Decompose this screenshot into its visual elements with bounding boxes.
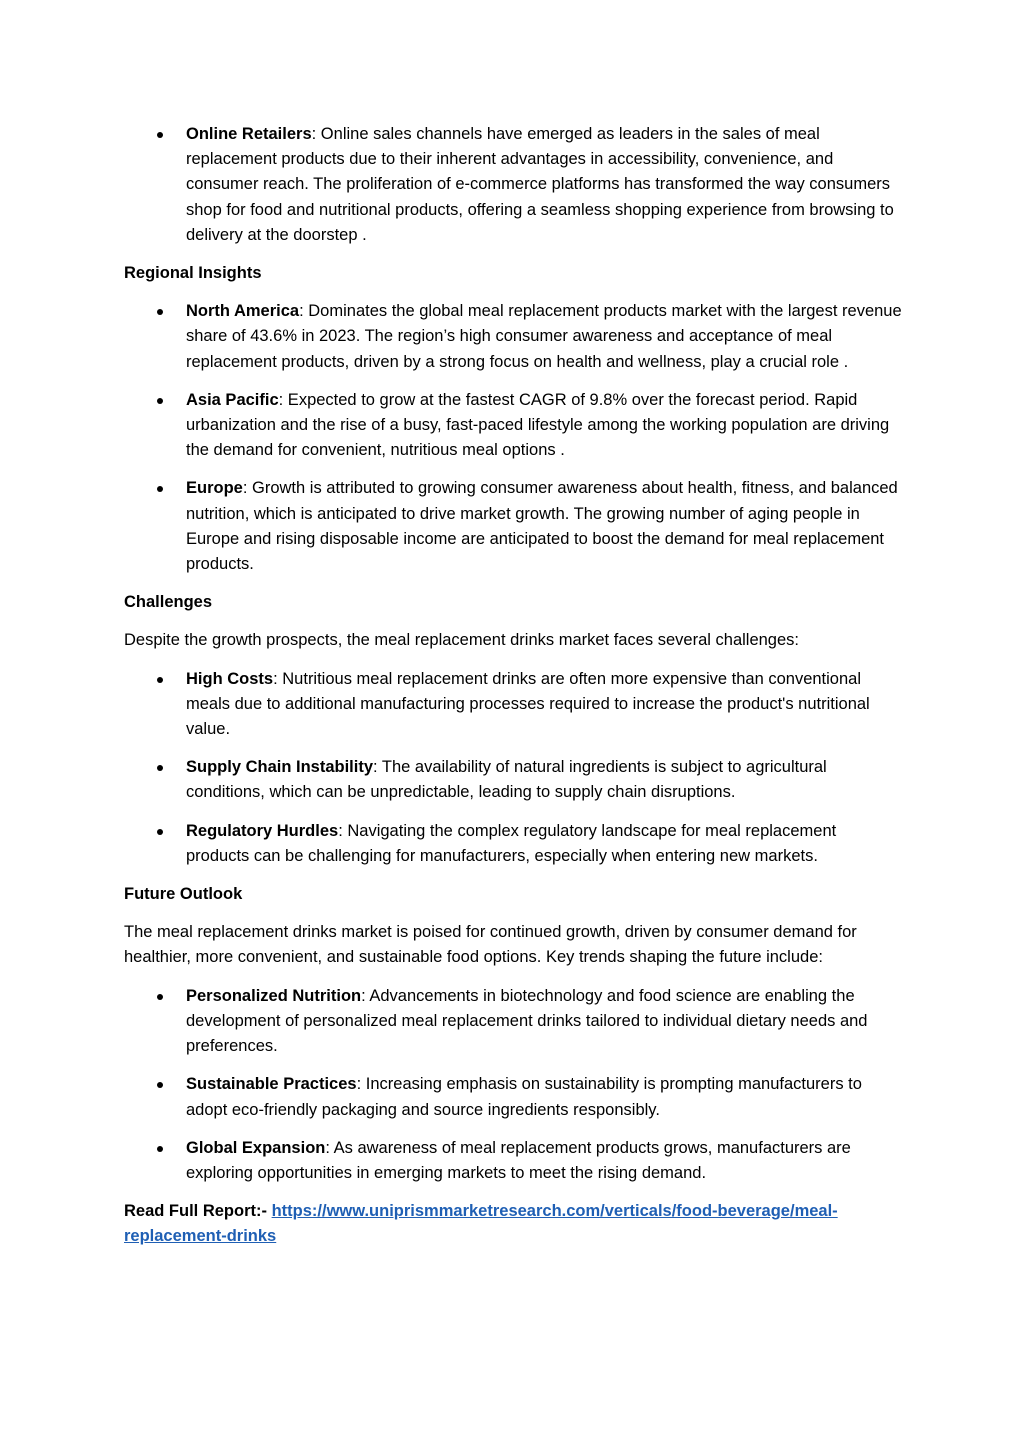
list-item <box>124 1072 904 1122</box>
bullet-icon <box>157 1082 163 1088</box>
list-item <box>124 755 904 805</box>
report-link[interactable]: https://www.uniprismmarketresearch.com/verticals/food-beverage/meal-replacement-drinks <box>124 1202 838 1246</box>
intro-bullet-list <box>124 122 904 248</box>
list-item <box>124 667 904 743</box>
section-heading-challenges: Challenges <box>124 593 213 612</box>
item-text: : Navigating the complex regulatory landscape for meal replacement products can be challenging for manufacturers, especially when entering new markets. <box>186 821 837 865</box>
list-item <box>124 299 904 375</box>
bullet-icon <box>157 765 163 771</box>
bullet-icon <box>157 829 163 835</box>
item-text: : As awareness of meal replacement products grows, manufacturers are exploring opportunities in emerging markets to meet the rising demand. <box>186 1138 851 1182</box>
item-title: High Costs <box>186 669 274 688</box>
item-text: : Nutritious meal replacement drinks are often more expensive than conventional meals due to additional manufacturing processes required to increase the product's nutritional value. <box>186 669 870 739</box>
bullet-icon <box>157 132 163 138</box>
read-report-label: Read Full Report:- <box>124 1202 272 1221</box>
item-text: : Advancements in biotechnology and food science are enabling the development of personalized meal replacement drinks tailored to individual dietary needs and preferences. <box>186 986 868 1056</box>
item-title: Europe <box>186 479 243 498</box>
challenges-intro: Despite the growth prospects, the meal replacement drinks market faces several challenges: <box>124 631 799 650</box>
section-heading-future: Future Outlook <box>124 885 243 904</box>
bullet-icon <box>157 994 163 1000</box>
document-body <box>124 122 904 1263</box>
bullet-icon <box>157 677 163 683</box>
list-item <box>124 1136 904 1186</box>
bullet-icon <box>157 1146 163 1152</box>
item-title: Regulatory Hurdles <box>186 821 339 840</box>
future-bullet-list <box>124 984 904 1186</box>
list-item <box>124 476 904 577</box>
item-title: Personalized Nutrition <box>186 986 362 1005</box>
bullet-icon <box>157 486 163 492</box>
item-title: North America <box>186 302 300 321</box>
item-text: : Increasing emphasis on sustainability is prompting manufacturers to adopt eco-friendly packaging and source ingredients responsibly. <box>186 1075 862 1119</box>
regional-bullet-list <box>124 299 904 577</box>
section-heading-regional: Regional Insights <box>124 264 262 283</box>
item-title: Supply Chain Instability <box>186 758 374 777</box>
item-text: : Online sales channels have emerged as leaders in the sales of meal replacement products due to their inherent advantages in accessibility, convenience, and consumer reach. The proliferation of e-commerce platforms has transformed the way consumers shop for food and nutritional products, offering a seamless shopping experience from browsing to delivery at the doorstep . <box>186 125 894 244</box>
read-full-report <box>124 1199 904 1249</box>
item-title: Global Expansion <box>186 1138 326 1157</box>
future-intro: The meal replacement drinks market is poised for continued growth, driven by consumer demand for healthier, more convenient, and sustainable food options. Key trends shaping the future include: <box>124 923 857 967</box>
item-title: Online Retailers <box>186 125 312 143</box>
bullet-icon <box>157 398 163 404</box>
item-text: : Growth is attributed to growing consumer awareness about health, fitness, and balanced nutrition, which is anticipated to drive market growth. The growing number of aging people in Europe and rising disposable income are anticipated to boost the demand for meal replacement products. <box>186 479 898 574</box>
list-item <box>124 388 904 464</box>
challenges-bullet-list <box>124 667 904 869</box>
list-item <box>124 984 904 1060</box>
item-title: Sustainable Practices <box>186 1075 357 1094</box>
list-item <box>124 819 904 869</box>
item-text: : Expected to grow at the fastest CAGR of 9.8% over the forecast period. Rapid urbanization and the rise of a busy, fast-paced lifestyle among the working population are driving the demand for convenient, nutritious meal options . <box>186 390 890 460</box>
item-title: Asia Pacific <box>186 390 279 409</box>
item-text: : Dominates the global meal replacement products market with the largest revenue share of 43.6% in 2023. The region’s high consumer awareness and acceptance of meal replacement products, driven by a strong focus on health and wellness, play a crucial role . <box>186 302 902 371</box>
bullet-icon <box>157 309 163 315</box>
list-item <box>124 122 904 248</box>
item-text: : The availability of natural ingredients is subject to agricultural conditions, which can be unpredictable, leading to supply chain disruptions. <box>186 758 827 802</box>
